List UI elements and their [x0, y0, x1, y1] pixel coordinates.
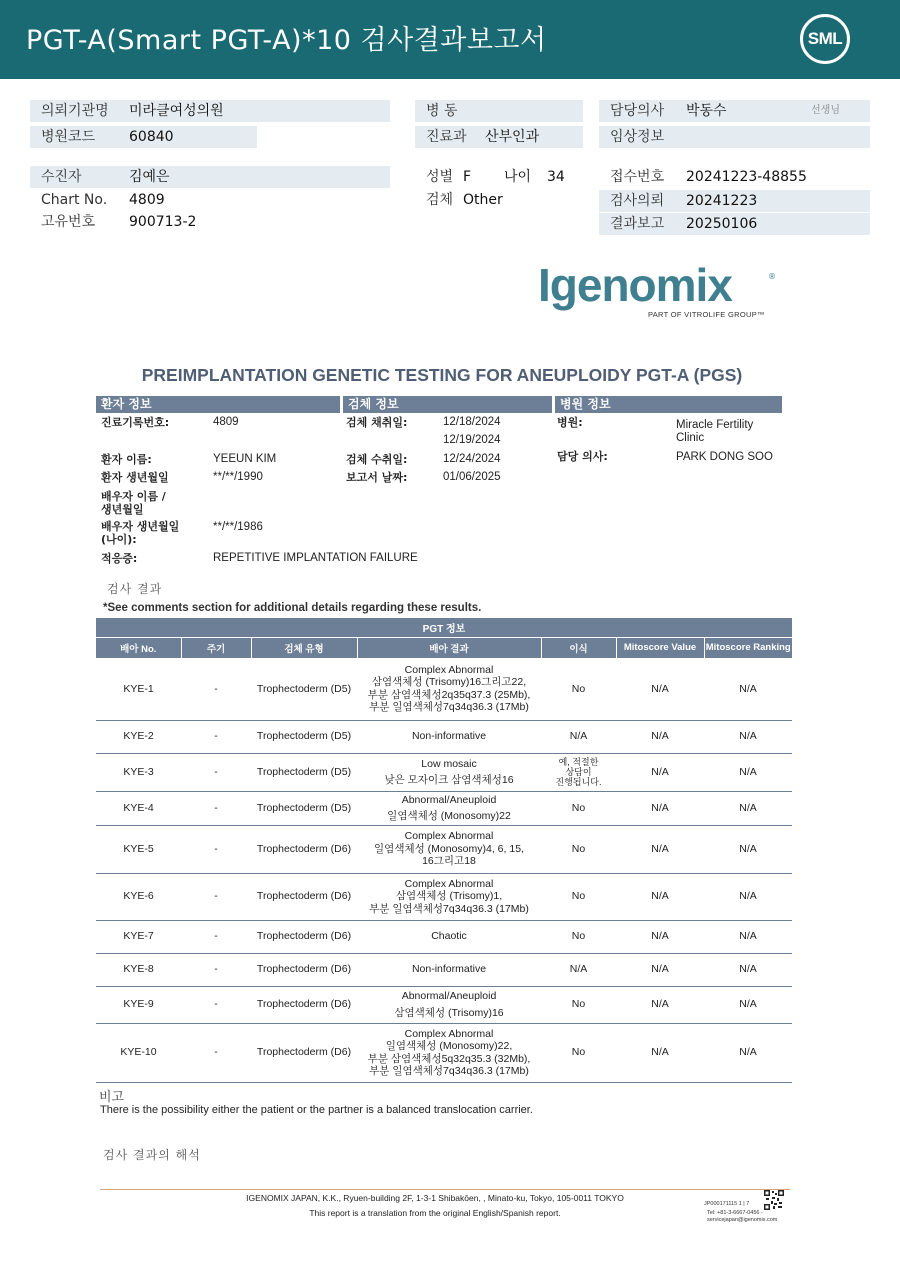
- footer-contact: [707, 1210, 777, 1224]
- institution-label: 의뢰기관명: [41, 103, 109, 119]
- mitoscore-value-cell: N/A: [616, 753, 704, 791]
- doctor-suffix: 선생님: [811, 105, 840, 116]
- result-category: Non-informative: [411, 963, 487, 976]
- embryo-id-cell: KYE-4: [96, 791, 181, 825]
- result-detail: 일염색체성 (Monosomy)22,: [385, 1040, 513, 1052]
- mitoscore-value-cell: N/A: [616, 1023, 704, 1082]
- clinic-section-bar: 병원 정보: [555, 396, 782, 413]
- pgt-results-table: [96, 618, 792, 1083]
- result-detail: 일염색체성 (Monosomy)4, 6, 15,: [374, 842, 524, 855]
- cycle-cell: -: [181, 753, 251, 791]
- table-header-row: [96, 637, 792, 658]
- sml-logo: SML: [800, 14, 850, 64]
- footer-address: IGENOMIX JAPAN, K.K., Ryuen-building 2F, 1-3-1 Shibakōen, , Minato-ku, Tokyo, 105-0011 TOKYO: [246, 1193, 624, 1203]
- table-header-cell: 주기: [181, 637, 251, 658]
- table-header-cell: 배아 No.: [96, 637, 181, 658]
- embryo-id-cell: KYE-8: [96, 953, 181, 986]
- table-row: [96, 986, 792, 1023]
- hospital-code-label: 병원코드: [41, 129, 96, 145]
- result-category: Complex Abnormal: [404, 830, 494, 843]
- result-category: Abnormal/Aneuploid: [401, 793, 497, 806]
- patient-section-bar: 환자 정보: [96, 396, 340, 413]
- table-row: [96, 658, 792, 720]
- result-detail: 16그리고18: [422, 855, 476, 868]
- report-date-label: 결과보고: [610, 216, 665, 232]
- sex-value: F: [463, 169, 472, 185]
- sample-type-cell: Trophectoderm (D6): [251, 1023, 357, 1082]
- patient-value: 김예은: [129, 169, 170, 185]
- table-row: [96, 720, 792, 753]
- cycle-cell: -: [181, 658, 251, 720]
- mitoscore-ranking-cell: N/A: [704, 986, 792, 1023]
- clinical-info-field: [599, 126, 870, 148]
- specimen-label: 검체: [426, 192, 454, 208]
- table-header-cell: Mitoscore Ranking: [704, 637, 792, 658]
- table-header-cell: Mitoscore Value: [616, 637, 704, 658]
- result-detail: 삼염색체성 (Trisomy)16: [394, 1006, 504, 1019]
- hospital-code-value: 60840: [129, 129, 174, 145]
- cycle-cell: -: [181, 825, 251, 873]
- mitoscore-value-cell: N/A: [616, 658, 704, 720]
- physician-value: PARK DONG SOO: [676, 451, 773, 463]
- chart-no-field: [30, 189, 390, 211]
- embryo-result-cell: [357, 720, 541, 753]
- results-heading: 검사 결과: [107, 582, 163, 596]
- embryo-result-cell: [357, 825, 541, 873]
- mitoscore-ranking-cell: N/A: [704, 920, 792, 953]
- mitoscore-ranking-cell: N/A: [704, 753, 792, 791]
- transfer-cell: N/A: [541, 720, 616, 753]
- remarks-text: There is the possibility either the patient or the partner is a balanced translocation carrier.: [100, 1104, 533, 1116]
- igenomix-logo: [538, 259, 778, 322]
- result-category: Complex Abnormal: [404, 877, 494, 890]
- institution-value: 미라클여성의원: [129, 103, 224, 119]
- footer-email: servicejapan@igenomix.com: [707, 1217, 778, 1223]
- embryo-id-cell: KYE-10: [96, 1023, 181, 1082]
- embryo-result-cell: [357, 1023, 541, 1082]
- embryo-result-cell: [357, 658, 541, 720]
- table-row: [96, 873, 792, 920]
- footer-translation-note: This report is a translation from the original English/Spanish report.: [309, 1208, 561, 1218]
- qr-code-icon: [764, 1190, 784, 1210]
- sample-type-cell: Trophectoderm (D6): [251, 986, 357, 1023]
- request-date-field: [599, 190, 870, 212]
- indication-label: 적응증:: [101, 552, 138, 565]
- table-header-cell: 검체 유형: [251, 637, 357, 658]
- transfer-cell: N/A: [541, 953, 616, 986]
- cycle-cell: -: [181, 720, 251, 753]
- medical-record-label: 진료기록번호:: [101, 416, 170, 429]
- embryo-id-cell: KYE-3: [96, 753, 181, 791]
- transfer-cell: No: [541, 873, 616, 920]
- cycle-cell: -: [181, 873, 251, 920]
- received-date-value: 12/24/2024: [443, 453, 501, 465]
- request-date-value: 20241223: [686, 193, 758, 209]
- embryo-id-cell: KYE-7: [96, 920, 181, 953]
- igenomix-tagline: PART OF VITROLIFE GROUP™: [648, 310, 765, 319]
- mitoscore-ranking-cell: N/A: [704, 825, 792, 873]
- result-detail: 부분 삼염색체성2q35q37.3 (25Mb),: [367, 688, 531, 701]
- collection-date-2: 12/19/2024: [443, 434, 501, 446]
- mitoscore-value-cell: N/A: [616, 791, 704, 825]
- clinic-value: Miracle Fertility Clinic: [676, 419, 754, 444]
- mitoscore-value-cell: N/A: [616, 720, 704, 753]
- chart-no-value: 4809: [129, 192, 165, 208]
- table-row: [96, 791, 792, 825]
- sample-type-cell: Trophectoderm (D5): [251, 658, 357, 720]
- embryo-result-cell: [357, 953, 541, 986]
- clinical-info-label: 임상정보: [610, 129, 665, 145]
- unique-id-field: [30, 211, 390, 233]
- mitoscore-ranking-cell: N/A: [704, 658, 792, 720]
- result-detail: 일염색체성 (Monosomy)22: [387, 810, 511, 822]
- chart-no-label: Chart No.: [41, 192, 108, 208]
- mitoscore-ranking-cell: N/A: [704, 873, 792, 920]
- result-category: Complex Abnormal: [404, 663, 494, 676]
- embryo-id-cell: KYE-5: [96, 825, 181, 873]
- result-detail: 삼염색체성 (Trisomy)1,: [395, 890, 503, 903]
- transfer-cell: No: [541, 825, 616, 873]
- mitoscore-value-cell: N/A: [616, 953, 704, 986]
- unique-id-value: 900713-2: [129, 214, 197, 230]
- sample-type-cell: Trophectoderm (D6): [251, 953, 357, 986]
- embryo-id-cell: KYE-9: [96, 986, 181, 1023]
- department-value: 산부인과: [485, 129, 540, 145]
- receipt-no-field: [599, 166, 870, 188]
- table-body: [96, 658, 792, 1082]
- embryo-result-cell: [357, 791, 541, 825]
- medical-record-value: 4809: [213, 416, 239, 428]
- transfer-cell: No: [541, 791, 616, 825]
- embryo-id-cell: KYE-1: [96, 658, 181, 720]
- unique-id-label: 고유번호: [41, 214, 96, 230]
- report-main-title: PREIMPLANTATION GENETIC TESTING FOR ANEUPLOIDY PGT-A (PGS): [141, 365, 743, 385]
- result-detail: 부분 일염색체성7q34q36.3 (17Mb): [369, 1065, 529, 1077]
- report-header: [0, 0, 900, 79]
- result-detail: 낮은 모자이크 삼염색체성16: [384, 774, 514, 786]
- mitoscore-value-cell: N/A: [616, 825, 704, 873]
- report-date-field: [599, 213, 870, 235]
- age-label: 나이: [504, 169, 532, 185]
- registered-mark: ®: [768, 272, 776, 281]
- transfer-cell: 예, 적절한 상담이 진행됩니다.: [541, 753, 616, 791]
- embryo-id-cell: KYE-2: [96, 720, 181, 753]
- clinic-label: 병원:: [557, 416, 583, 429]
- physician-label: 담당 의사:: [557, 450, 608, 463]
- doctor-label: 담당의사: [610, 103, 665, 119]
- sample-section-bar: 검체 정보: [343, 396, 552, 413]
- table-row: [96, 825, 792, 873]
- cycle-cell: -: [181, 953, 251, 986]
- specimen-field: [415, 189, 583, 211]
- table-header-cell: 배아 결과: [357, 637, 541, 658]
- sample-type-cell: Trophectoderm (D6): [251, 825, 357, 873]
- patient-dob-label: 환자 생년월일: [101, 471, 169, 484]
- igenomix-wordmark: Igenomix: [538, 259, 732, 311]
- sample-type-cell: Trophectoderm (D5): [251, 791, 357, 825]
- report-title: PGT-A(Smart PGT-A)*10 검사결과보고서: [26, 25, 547, 56]
- report-date-value: 20250106: [686, 216, 758, 232]
- result-category: Low mosaic: [421, 757, 477, 770]
- patient-name-label: 환자 이름:: [101, 453, 152, 466]
- remarks-heading: 비고: [99, 1090, 125, 1105]
- patient-field: [30, 166, 390, 188]
- table-row: [96, 1023, 792, 1082]
- sample-type-cell: Trophectoderm (D6): [251, 873, 357, 920]
- specimen-value: Other: [463, 192, 503, 208]
- cycle-cell: -: [181, 1023, 251, 1082]
- ward-label: 병 동: [426, 103, 458, 119]
- comments-note: *See comments section for additional details regarding these results.: [103, 602, 482, 614]
- doctor-value: 박동수: [686, 103, 727, 119]
- partner-dob-value: **/**/1986: [213, 521, 263, 533]
- table-header-cell: 이식: [541, 637, 616, 658]
- mitoscore-ranking-cell: N/A: [704, 791, 792, 825]
- footer-reference: JP000171115 1 | 7: [704, 1201, 750, 1207]
- department-field: [415, 126, 583, 148]
- receipt-no-value: 20241223-48855: [686, 169, 807, 185]
- result-category: Complex Abnormal: [404, 1027, 494, 1040]
- result-category: Chaotic: [431, 930, 467, 943]
- mitoscore-ranking-cell: N/A: [704, 953, 792, 986]
- department-label: 진료과: [426, 129, 467, 145]
- transfer-cell: No: [541, 1023, 616, 1082]
- table-row: [96, 920, 792, 953]
- mitoscore-value-cell: N/A: [616, 873, 704, 920]
- patient-name-value: YEEUN KIM: [213, 453, 277, 465]
- sample-type-cell: Trophectoderm (D5): [251, 720, 357, 753]
- partner-dob-label: 배우자 생년월일 (나이):: [101, 520, 180, 546]
- mitoscore-ranking-cell: N/A: [704, 1023, 792, 1082]
- result-detail: 부분 일염색체성7q34q36.3 (17Mb): [369, 701, 529, 714]
- cycle-cell: -: [181, 920, 251, 953]
- partner-name-label: 배우자 이름 / 생년월일: [101, 490, 166, 516]
- report-date-value-en: 01/06/2025: [443, 471, 501, 483]
- sample-type-cell: Trophectoderm (D6): [251, 920, 357, 953]
- transfer-cell: No: [541, 986, 616, 1023]
- transfer-cell: No: [541, 920, 616, 953]
- received-date-label: 검체 수취일:: [346, 453, 408, 466]
- patient-label: 수진자: [41, 169, 82, 185]
- sex-label: 성별: [426, 169, 454, 185]
- receipt-no-label: 접수번호: [610, 169, 665, 185]
- embryo-id-cell: KYE-6: [96, 873, 181, 920]
- institution-field: [30, 100, 390, 122]
- collection-date-label: 검체 채취일:: [346, 416, 408, 429]
- patient-dob-value: **/**/1990: [213, 471, 263, 483]
- request-date-label: 검사의뢰: [610, 193, 665, 209]
- age-value: 34: [547, 169, 565, 185]
- result-detail: 부분 삼염색체성5q32q35.3 (32Mb),: [367, 1052, 531, 1065]
- interpretation-heading: 검사 결과의 해석: [103, 1148, 201, 1162]
- table-row: [96, 953, 792, 986]
- mitoscore-value-cell: N/A: [616, 986, 704, 1023]
- table-row: [96, 753, 792, 791]
- embryo-result-cell: [357, 873, 541, 920]
- result-detail: 부분 일염색체성7q34q36.3 (17Mb): [369, 902, 529, 915]
- hospital-code-field: [30, 126, 257, 148]
- result-category: Abnormal/Aneuploid: [401, 990, 497, 1002]
- mitoscore-value-cell: N/A: [616, 920, 704, 953]
- embryo-result-cell: [357, 920, 541, 953]
- embryo-result-cell: [357, 753, 541, 791]
- table-title: PGT 정보: [96, 618, 792, 637]
- mitoscore-ranking-cell: N/A: [704, 720, 792, 753]
- result-category: Non-informative: [411, 730, 487, 743]
- result-detail: 삼염색체성 (Trisomy)16그리고22,: [371, 676, 527, 689]
- indication-value: REPETITIVE IMPLANTATION FAILURE: [213, 552, 418, 564]
- transfer-cell: No: [541, 658, 616, 720]
- ward-field: [415, 100, 583, 122]
- cycle-cell: -: [181, 791, 251, 825]
- report-date-label-en: 보고서 날짜:: [346, 471, 408, 484]
- footer-divider: [100, 1189, 790, 1190]
- sex-age-field: [415, 166, 583, 188]
- sample-type-cell: Trophectoderm (D5): [251, 753, 357, 791]
- footer-phone: Tel: +81-3-6667-0456 -: [707, 1210, 763, 1216]
- embryo-result-cell: [357, 986, 541, 1023]
- cycle-cell: -: [181, 986, 251, 1023]
- collection-date-1: 12/18/2024: [443, 416, 501, 428]
- doctor-field: [599, 100, 870, 122]
